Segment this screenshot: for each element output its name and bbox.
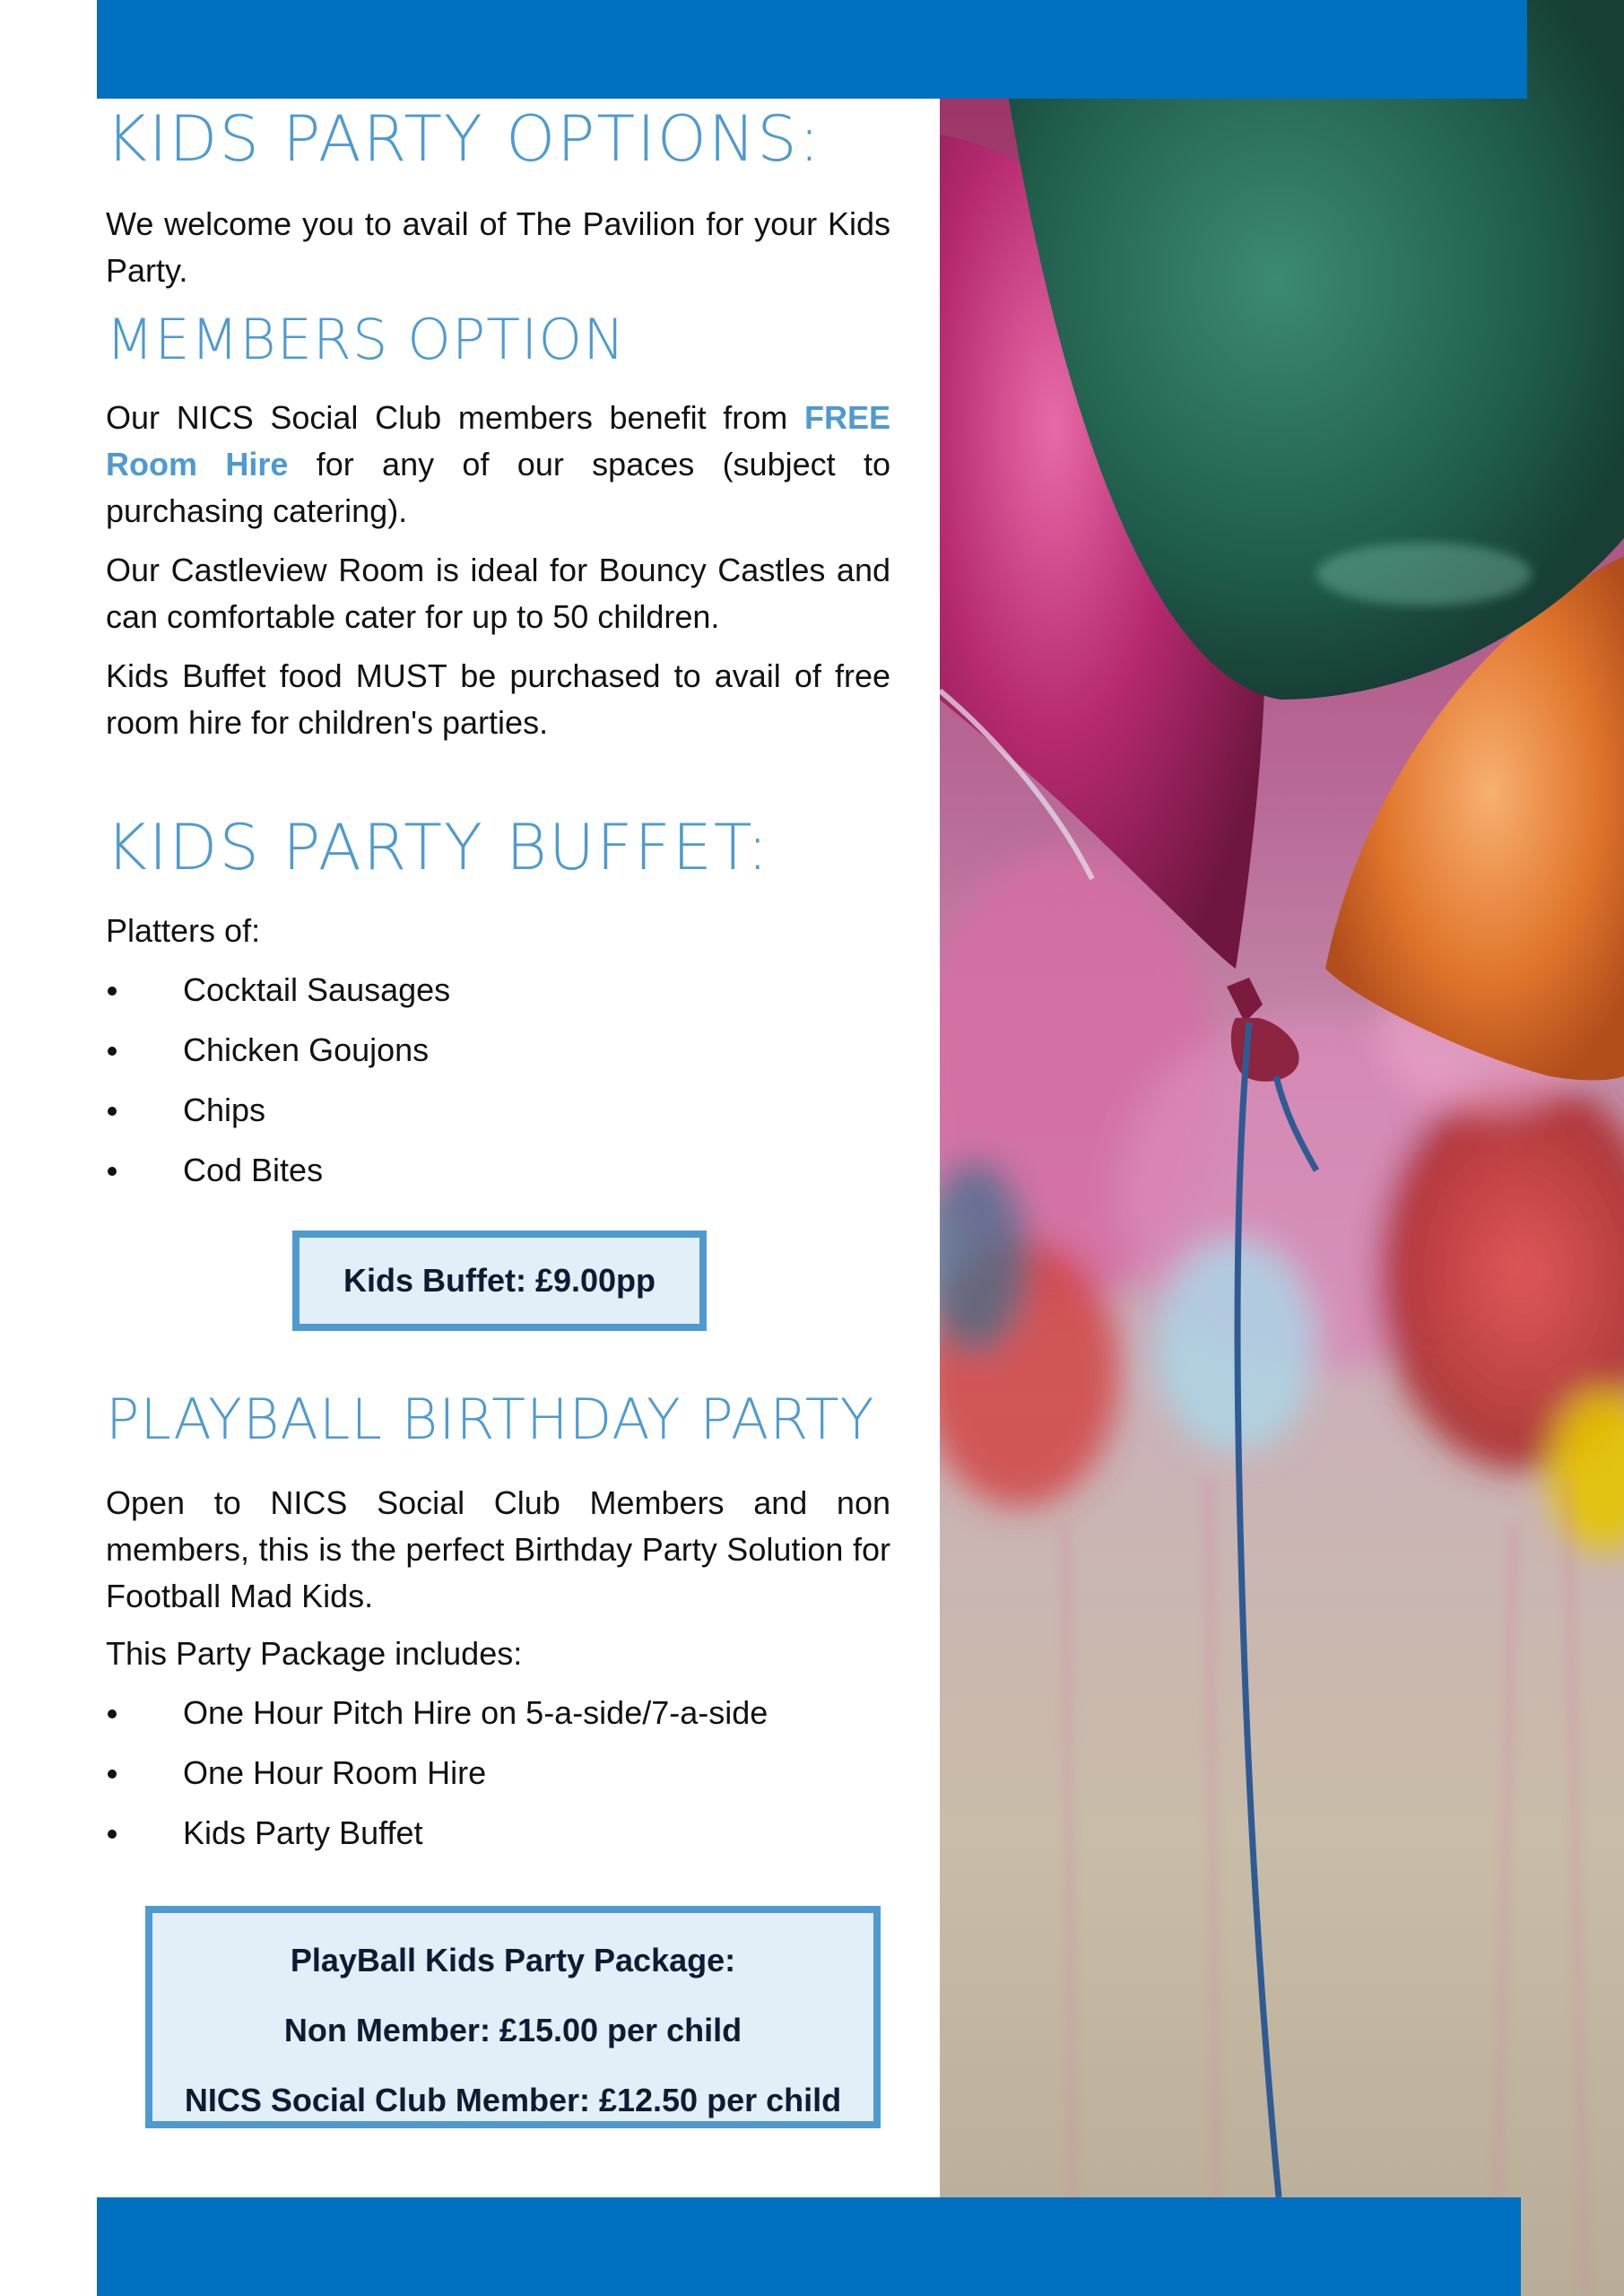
package-items-list bbox=[106, 1683, 890, 1863]
kids-party-options-heading: KIDS PARTY OPTIONS: bbox=[106, 102, 822, 176]
playball-heading: PLAYBALL BIRTHDAY PARTY bbox=[106, 1387, 875, 1452]
buffet-items-list bbox=[106, 960, 890, 1200]
list-item bbox=[106, 1803, 890, 1863]
members-option-heading: MEMBERS OPTION bbox=[106, 307, 626, 372]
balloons-photo bbox=[940, 0, 1624, 2296]
top-banner-bar bbox=[97, 0, 1527, 99]
list-item bbox=[106, 1140, 890, 1200]
kids-buffet-price: Kids Buffet: £9.00pp bbox=[343, 1262, 656, 1299]
members-benefit-paragraph bbox=[106, 395, 890, 535]
playball-package-price-box bbox=[145, 1906, 881, 2128]
package-item-text: One Hour Room Hire bbox=[183, 1754, 487, 1791]
buffet-requirement-paragraph: Kids Buffet food MUST be purchased to avail of free room hire for children's parties. bbox=[106, 657, 890, 741]
bullet-icon bbox=[108, 987, 117, 996]
kids-party-buffet-heading: KIDS PARTY BUFFET: bbox=[106, 811, 770, 884]
free-room-hire-highlight: FREE Room Hire bbox=[106, 399, 890, 483]
platters-lead: Platters of: bbox=[106, 912, 261, 949]
package-title: PlayBall Kids Party Package: bbox=[290, 1942, 736, 1979]
members-benefit-text-start: Our NICS Social Club members benefit from bbox=[106, 399, 804, 436]
buffet-item-text: Cod Bites bbox=[183, 1152, 324, 1188]
buffet-item-text: Cocktail Sausages bbox=[183, 971, 451, 1008]
bullet-icon bbox=[108, 1830, 117, 1839]
intro-paragraph: We welcome you to avail of The Pavilion for your Kids Party. bbox=[106, 205, 890, 289]
bullet-icon bbox=[108, 1047, 117, 1056]
bullet-icon bbox=[108, 1107, 117, 1116]
member-price: NICS Social Club Member: £12.50 per child bbox=[184, 2082, 842, 2118]
list-item bbox=[106, 1020, 890, 1080]
non-member-price: Non Member: £15.00 per child bbox=[283, 2012, 743, 2048]
castleview-paragraph: Our Castleview Room is ideal for Bouncy Castles and can comfortable cater for up to 50 children. bbox=[106, 552, 890, 635]
bullet-icon bbox=[108, 1709, 117, 1718]
bullet-icon bbox=[108, 1770, 117, 1779]
members-benefit-text-end: for any of our spaces (subject to purchasing catering). bbox=[106, 446, 890, 529]
bullet-icon bbox=[108, 1167, 117, 1176]
package-includes-lead: This Party Package includes: bbox=[106, 1635, 523, 1672]
package-item-text: One Hour Pitch Hire on 5-a-side/7-a-side bbox=[183, 1694, 769, 1731]
kids-buffet-price-box bbox=[292, 1231, 707, 1331]
buffet-item-text: Chicken Goujons bbox=[183, 1031, 430, 1068]
playball-description-paragraph: Open to NICS Social Club Members and non members, this is the perfect Birthday Party Solution for Football Mad Kids. bbox=[106, 1484, 890, 1614]
list-item bbox=[106, 1683, 890, 1743]
list-item bbox=[106, 960, 890, 1020]
list-item bbox=[106, 1743, 890, 1803]
buffet-item-text: Chips bbox=[183, 1091, 266, 1128]
package-item-text: Kids Party Buffet bbox=[183, 1814, 423, 1851]
list-item bbox=[106, 1080, 890, 1140]
bottom-banner-bar bbox=[97, 2197, 1521, 2296]
